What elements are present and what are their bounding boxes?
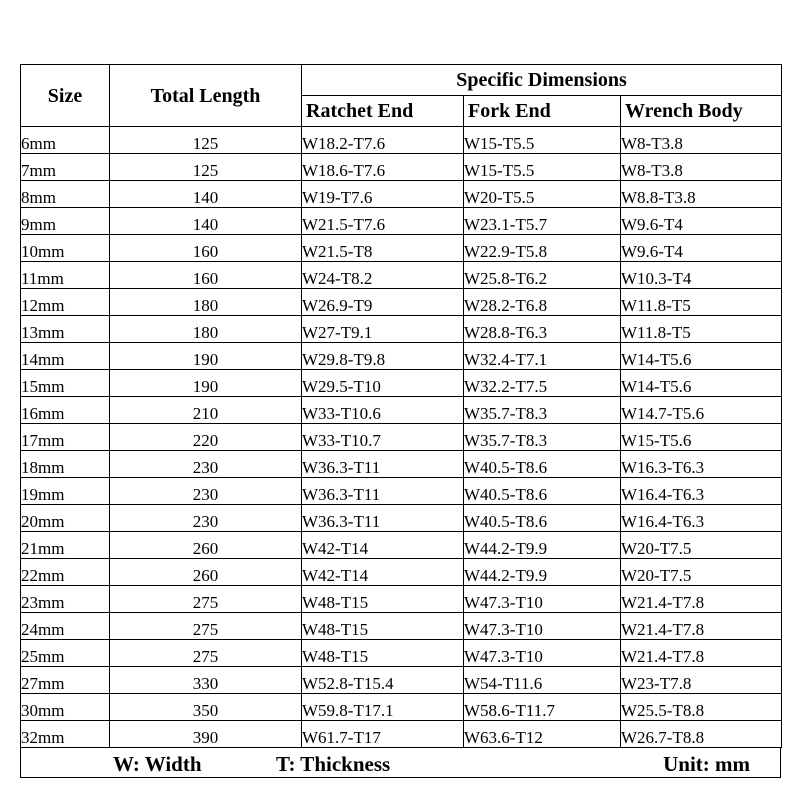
fork-end-cell: W47.3-T10 bbox=[464, 613, 621, 640]
ratchet-end-cell: W59.8-T17.1 bbox=[302, 694, 464, 721]
fork-end-cell: W44.2-T9.9 bbox=[464, 559, 621, 586]
total-length-cell: 330 bbox=[110, 667, 302, 694]
total-length-cell: 160 bbox=[110, 262, 302, 289]
total-length-cell: 190 bbox=[110, 343, 302, 370]
size-cell: 6mm bbox=[21, 127, 110, 154]
legend-width: W: Width bbox=[113, 752, 202, 776]
size-cell: 13mm bbox=[21, 316, 110, 343]
table-row bbox=[21, 532, 782, 559]
table-row bbox=[21, 694, 782, 721]
wrench-body-cell: W10.3-T4 bbox=[621, 262, 782, 289]
size-cell: 32mm bbox=[21, 721, 110, 748]
ratchet-end-cell: W21.5-T8 bbox=[302, 235, 464, 262]
table-row bbox=[21, 235, 782, 262]
size-cell: 25mm bbox=[21, 640, 110, 667]
ratchet-end-cell: W21.5-T7.6 bbox=[302, 208, 464, 235]
table-row bbox=[21, 505, 782, 532]
total-length-cell: 275 bbox=[110, 586, 302, 613]
total-length-cell: 125 bbox=[110, 154, 302, 181]
fork-end-cell: W44.2-T9.9 bbox=[464, 532, 621, 559]
table-row bbox=[21, 613, 782, 640]
ratchet-end-cell: W52.8-T15.4 bbox=[302, 667, 464, 694]
ratchet-end-cell: W24-T8.2 bbox=[302, 262, 464, 289]
ratchet-end-cell: W26.9-T9 bbox=[302, 289, 464, 316]
fork-end-cell: W28.2-T6.8 bbox=[464, 289, 621, 316]
total-length-cell: 260 bbox=[110, 532, 302, 559]
ratchet-end-cell: W29.8-T9.8 bbox=[302, 343, 464, 370]
ratchet-end-cell: W36.3-T11 bbox=[302, 505, 464, 532]
ratchet-end-cell: W33-T10.6 bbox=[302, 397, 464, 424]
total-length-cell: 180 bbox=[110, 289, 302, 316]
size-cell: 14mm bbox=[21, 343, 110, 370]
header-wrench-body: Wrench Body bbox=[621, 96, 782, 127]
table-row bbox=[21, 208, 782, 235]
wrench-body-cell: W20-T7.5 bbox=[621, 559, 782, 586]
fork-end-cell: W32.2-T7.5 bbox=[464, 370, 621, 397]
table-row bbox=[21, 127, 782, 154]
size-cell: 12mm bbox=[21, 289, 110, 316]
wrench-spec-table bbox=[20, 64, 782, 748]
fork-end-cell: W23.1-T5.7 bbox=[464, 208, 621, 235]
ratchet-end-cell: W18.6-T7.6 bbox=[302, 154, 464, 181]
fork-end-cell: W47.3-T10 bbox=[464, 640, 621, 667]
total-length-cell: 350 bbox=[110, 694, 302, 721]
size-cell: 9mm bbox=[21, 208, 110, 235]
size-cell: 21mm bbox=[21, 532, 110, 559]
ratchet-end-cell: W27-T9.1 bbox=[302, 316, 464, 343]
total-length-cell: 140 bbox=[110, 208, 302, 235]
fork-end-cell: W25.8-T6.2 bbox=[464, 262, 621, 289]
table-row bbox=[21, 559, 782, 586]
legend-thickness: T: Thickness bbox=[276, 752, 391, 776]
table-row bbox=[21, 586, 782, 613]
wrench-body-cell: W8-T3.8 bbox=[621, 127, 782, 154]
table-row bbox=[21, 424, 782, 451]
wrench-body-cell: W16.4-T6.3 bbox=[621, 505, 782, 532]
header-fork-end: Fork End bbox=[464, 96, 621, 127]
fork-end-cell: W58.6-T11.7 bbox=[464, 694, 621, 721]
legend-unit: Unit: mm bbox=[663, 752, 750, 776]
header-specific-dimensions: Specific Dimensions bbox=[302, 65, 782, 96]
table-row bbox=[21, 451, 782, 478]
size-cell: 18mm bbox=[21, 451, 110, 478]
ratchet-end-cell: W36.3-T11 bbox=[302, 451, 464, 478]
wrench-body-cell: W14-T5.6 bbox=[621, 370, 782, 397]
ratchet-end-cell: W48-T15 bbox=[302, 586, 464, 613]
fork-end-cell: W47.3-T10 bbox=[464, 586, 621, 613]
table-body bbox=[21, 127, 782, 748]
total-length-cell: 140 bbox=[110, 181, 302, 208]
total-length-cell: 230 bbox=[110, 478, 302, 505]
ratchet-end-cell: W33-T10.7 bbox=[302, 424, 464, 451]
total-length-cell: 210 bbox=[110, 397, 302, 424]
table-row bbox=[21, 289, 782, 316]
wrench-body-cell: W23-T7.8 bbox=[621, 667, 782, 694]
size-cell: 23mm bbox=[21, 586, 110, 613]
table-row bbox=[21, 640, 782, 667]
total-length-cell: 125 bbox=[110, 127, 302, 154]
wrench-body-cell: W16.4-T6.3 bbox=[621, 478, 782, 505]
size-cell: 20mm bbox=[21, 505, 110, 532]
fork-end-cell: W20-T5.5 bbox=[464, 181, 621, 208]
total-length-cell: 230 bbox=[110, 451, 302, 478]
ratchet-end-cell: W36.3-T11 bbox=[302, 478, 464, 505]
fork-end-cell: W15-T5.5 bbox=[464, 154, 621, 181]
wrench-body-cell: W8.8-T3.8 bbox=[621, 181, 782, 208]
table-row bbox=[21, 370, 782, 397]
wrench-body-cell: W9.6-T4 bbox=[621, 208, 782, 235]
size-cell: 17mm bbox=[21, 424, 110, 451]
wrench-body-cell: W14-T5.6 bbox=[621, 343, 782, 370]
fork-end-cell: W35.7-T8.3 bbox=[464, 397, 621, 424]
fork-end-cell: W28.8-T6.3 bbox=[464, 316, 621, 343]
wrench-body-cell: W21.4-T7.8 bbox=[621, 640, 782, 667]
wrench-body-cell: W9.6-T4 bbox=[621, 235, 782, 262]
ratchet-end-cell: W19-T7.6 bbox=[302, 181, 464, 208]
size-cell: 11mm bbox=[21, 262, 110, 289]
total-length-cell: 275 bbox=[110, 613, 302, 640]
legend-row bbox=[20, 748, 781, 778]
total-length-cell: 180 bbox=[110, 316, 302, 343]
ratchet-end-cell: W48-T15 bbox=[302, 640, 464, 667]
fork-end-cell: W40.5-T8.6 bbox=[464, 505, 621, 532]
size-cell: 24mm bbox=[21, 613, 110, 640]
wrench-body-cell: W20-T7.5 bbox=[621, 532, 782, 559]
wrench-body-cell: W8-T3.8 bbox=[621, 154, 782, 181]
total-length-cell: 190 bbox=[110, 370, 302, 397]
total-length-cell: 160 bbox=[110, 235, 302, 262]
total-length-cell: 220 bbox=[110, 424, 302, 451]
wrench-body-cell: W11.8-T5 bbox=[621, 289, 782, 316]
ratchet-end-cell: W42-T14 bbox=[302, 559, 464, 586]
table-row bbox=[21, 154, 782, 181]
fork-end-cell: W22.9-T5.8 bbox=[464, 235, 621, 262]
wrench-body-cell: W21.4-T7.8 bbox=[621, 586, 782, 613]
fork-end-cell: W15-T5.5 bbox=[464, 127, 621, 154]
ratchet-end-cell: W48-T15 bbox=[302, 613, 464, 640]
header-total-length: Total Length bbox=[110, 65, 302, 127]
table-row bbox=[21, 667, 782, 694]
wrench-body-cell: W21.4-T7.8 bbox=[621, 613, 782, 640]
ratchet-end-cell: W61.7-T17 bbox=[302, 721, 464, 748]
total-length-cell: 275 bbox=[110, 640, 302, 667]
table-row bbox=[21, 397, 782, 424]
size-cell: 30mm bbox=[21, 694, 110, 721]
table-row bbox=[21, 343, 782, 370]
size-cell: 8mm bbox=[21, 181, 110, 208]
size-cell: 27mm bbox=[21, 667, 110, 694]
fork-end-cell: W35.7-T8.3 bbox=[464, 424, 621, 451]
wrench-body-cell: W14.7-T5.6 bbox=[621, 397, 782, 424]
size-cell: 10mm bbox=[21, 235, 110, 262]
wrench-body-cell: W26.7-T8.8 bbox=[621, 721, 782, 748]
table-header bbox=[21, 65, 782, 127]
spec-table-container bbox=[20, 64, 781, 778]
table-row bbox=[21, 262, 782, 289]
fork-end-cell: W40.5-T8.6 bbox=[464, 478, 621, 505]
fork-end-cell: W63.6-T12 bbox=[464, 721, 621, 748]
size-cell: 15mm bbox=[21, 370, 110, 397]
size-cell: 22mm bbox=[21, 559, 110, 586]
total-length-cell: 260 bbox=[110, 559, 302, 586]
header-ratchet-end: Ratchet End bbox=[302, 96, 464, 127]
size-cell: 16mm bbox=[21, 397, 110, 424]
wrench-body-cell: W16.3-T6.3 bbox=[621, 451, 782, 478]
fork-end-cell: W54-T11.6 bbox=[464, 667, 621, 694]
table-row bbox=[21, 478, 782, 505]
fork-end-cell: W40.5-T8.6 bbox=[464, 451, 621, 478]
size-cell: 7mm bbox=[21, 154, 110, 181]
wrench-body-cell: W15-T5.6 bbox=[621, 424, 782, 451]
total-length-cell: 230 bbox=[110, 505, 302, 532]
total-length-cell: 390 bbox=[110, 721, 302, 748]
fork-end-cell: W32.4-T7.1 bbox=[464, 343, 621, 370]
ratchet-end-cell: W18.2-T7.6 bbox=[302, 127, 464, 154]
ratchet-end-cell: W42-T14 bbox=[302, 532, 464, 559]
header-size: Size bbox=[21, 65, 110, 127]
ratchet-end-cell: W29.5-T10 bbox=[302, 370, 464, 397]
table-row bbox=[21, 721, 782, 748]
wrench-body-cell: W11.8-T5 bbox=[621, 316, 782, 343]
size-cell: 19mm bbox=[21, 478, 110, 505]
wrench-body-cell: W25.5-T8.8 bbox=[621, 694, 782, 721]
table-row bbox=[21, 316, 782, 343]
table-row bbox=[21, 181, 782, 208]
